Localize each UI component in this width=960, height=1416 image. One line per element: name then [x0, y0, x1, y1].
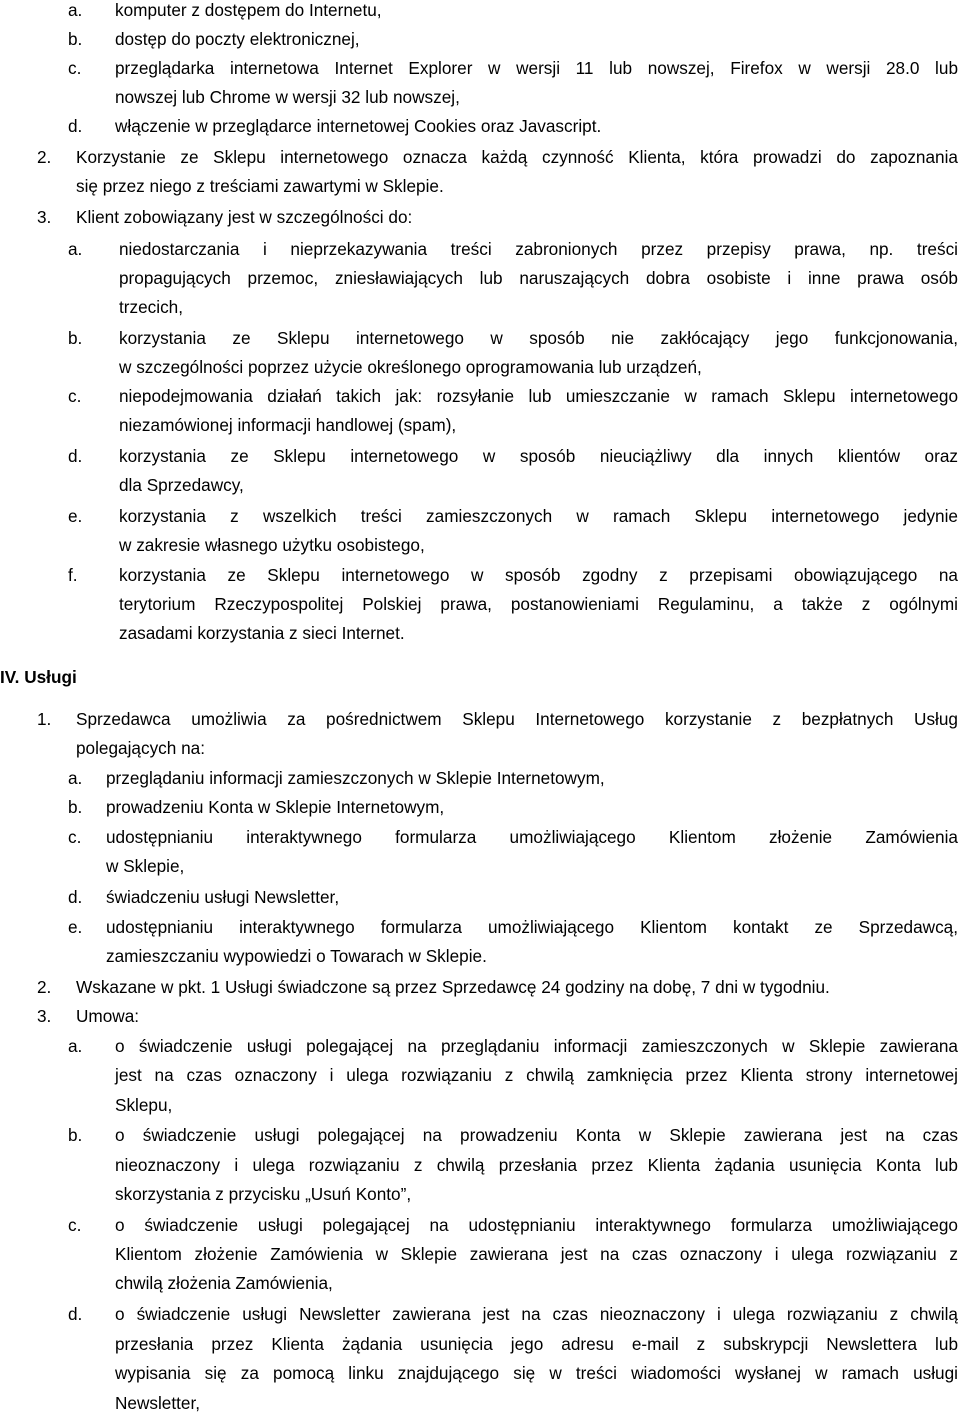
point-text: Wskazane w pkt. 1 Usługi świadczone są przez Sprzedawcę 24 godziny na dobę, 7 dni w tygodniu.: [76, 977, 830, 997]
agreement-item-text: chwilą złożenia Zamówienia,: [115, 1273, 333, 1293]
agreement-item-text: wypisania się za pomocą linku znajdującego się w treści wiadomości wysłanej w ramach usługi: [115, 1363, 958, 1383]
agreement-item-text: o świadczenie usługi polegającej na prowadzeniu Konta w Sklepie zawierana jest na czas: [115, 1125, 958, 1145]
agreement-item-text: o świadczenie usługi polegającej na przeglądaniu informacji zamieszczonych w Sklepie zawierana: [115, 1036, 958, 1056]
agreement-item-text: skorzystania z przycisku „Usuń Konto”,: [115, 1184, 412, 1204]
service-item-text: zamieszczaniu wypowiedzi o Towarach w Sklepie.: [106, 946, 487, 966]
agreement-item-marker: d.: [68, 1304, 83, 1324]
obligation-item-marker: c.: [68, 386, 82, 406]
point-marker: 2.: [37, 977, 52, 997]
obligation-item-text: korzystania ze Sklepu internetowego w sposób nie zakłócający jego funkcjonowania,: [119, 328, 958, 348]
list-top-item-marker: c.: [68, 58, 82, 78]
point-text: Korzystanie ze Sklepu internetowego oznacza każdą czynność Klienta, która prowadzi do zapoznania: [76, 147, 958, 167]
service-item-text: przeglądaniu informacji zamieszczonych w Sklepie Internetowym,: [106, 768, 605, 788]
agreement-item-marker: a.: [68, 1036, 83, 1056]
point-marker: 2.: [37, 147, 52, 167]
point-marker: 1.: [37, 709, 52, 729]
point-text: się przez niego z treściami zawartymi w Sklepie.: [76, 176, 444, 196]
service-item-marker: a.: [68, 768, 83, 788]
point-text: Klient zobowiązany jest w szczególności do:: [76, 207, 413, 227]
agreement-item-text: Sklepu,: [115, 1095, 173, 1115]
service-item-marker: e.: [68, 917, 83, 937]
service-item-marker: b.: [68, 797, 83, 817]
list-top-item-marker: a.: [68, 0, 83, 20]
agreement-item-marker: c.: [68, 1215, 82, 1235]
obligation-item-text: w szczególności poprzez użycie określonego oprogramowania lub urządzeń,: [119, 357, 702, 377]
service-item-text: udostępnianiu interaktywnego formularza umożliwiającego Klientom kontakt ze Sprzedawcą,: [106, 917, 958, 937]
agreement-item-text: przesłania przez Klienta żądania usunięcia jego adresu e-mail z subskrypcji Newslettera lub: [115, 1334, 958, 1354]
obligation-item-text: terytorium Rzeczypospolitej Polskiej prawa, postanowieniami Regulaminu, a także z ogólnymi: [119, 594, 958, 614]
service-item-text: prowadzeniu Konta w Sklepie Internetowym,: [106, 797, 445, 817]
point-marker: 3.: [37, 207, 52, 227]
list-top-item-text: włączenie w przeglądarce internetowej Cookies oraz Javascript.: [115, 116, 602, 136]
obligation-item-text: trzecich,: [119, 297, 183, 317]
agreement-item-text: Newsletter,: [115, 1393, 201, 1413]
point-text: polegających na:: [76, 738, 205, 758]
obligation-item-text: dla Sprzedawcy,: [119, 475, 244, 495]
service-item-marker: d.: [68, 887, 83, 907]
list-top-item-marker: b.: [68, 29, 83, 49]
obligation-item-text: zasadami korzystania z sieci Internet.: [119, 623, 405, 643]
obligation-item-text: korzystania ze Sklepu internetowego w sposób nieuciążliwy dla innych klientów oraz: [119, 446, 958, 466]
agreement-item-text: jest na czas oznaczony i ulega rozwiązaniu z chwilą zamknięcia przez Klienta strony internetowej: [115, 1065, 958, 1085]
obligation-item-marker: e.: [68, 506, 83, 526]
obligation-item-text: korzystania z wszelkich treści zamieszczonych w ramach Sklepu internetowego jedynie: [119, 506, 958, 526]
service-item-text: udostępnianiu interaktywnego formularza umożliwiającego Klientom złożenie Zamówienia: [106, 827, 958, 847]
service-item-marker: c.: [68, 827, 82, 847]
point-text: Sprzedawca umożliwia za pośrednictwem Sklepu Internetowego korzystanie z bezpłatnych Usług: [76, 709, 958, 729]
obligation-item-text: niezamówionej informacji handlowej (spam),: [119, 415, 457, 435]
agreement-item-text: o świadczenie usługi polegającej na udostępnianiu interaktywnego formularza umożliwiającego: [115, 1215, 958, 1235]
agreement-item-marker: b.: [68, 1125, 83, 1145]
agreement-item-text: nieoznaczony i ulega rozwiązaniu z chwilą przesłania przez Klienta żądania usunięcia Konta lub: [115, 1155, 958, 1175]
obligation-item-text: w zakresie własnego użytku osobistego,: [119, 535, 425, 555]
list-top-item-text: komputer z dostępem do Internetu,: [115, 0, 382, 20]
list-top-item-marker: d.: [68, 116, 83, 136]
list-top-item-text: przeglądarka internetowa Internet Explorer w wersji 11 lub nowszej, Firefox w wersji 28.0 lub: [115, 58, 958, 78]
point-marker: 3.: [37, 1006, 52, 1026]
obligation-item-text: niepodejmowania działań takich jak: rozsyłanie lub umieszczanie w ramach Sklepu internetowego: [119, 386, 958, 406]
service-item-text: świadczeniu usługi Newsletter,: [106, 887, 340, 907]
list-top-item-text: nowszej lub Chrome w wersji 32 lub nowszej,: [115, 87, 460, 107]
obligation-item-text: niedostarczania i nieprzekazywania treści zabronionych przez przepisy prawa, np. treści: [119, 239, 958, 259]
obligation-item-marker: a.: [68, 239, 83, 259]
list-top-item-text: dostęp do poczty elektronicznej,: [115, 29, 360, 49]
point-text: Umowa:: [76, 1006, 140, 1026]
obligation-item-text: korzystania ze Sklepu internetowego w sposób zgodny z przepisami obowiązującego na: [119, 565, 958, 585]
service-item-text: w Sklepie,: [106, 856, 185, 876]
section-heading: IV. Usługi: [0, 667, 77, 687]
obligation-item-text: propagujących przemoc, zniesławiających lub naruszających dobra osobiste i inne prawa osób: [119, 268, 958, 288]
obligation-item-marker: b.: [68, 328, 83, 348]
agreement-item-text: Klientom złożenie Zamówienia w Sklepie zawierana jest na czas oznaczony i ulega rozwiązaniu z: [115, 1244, 958, 1264]
obligation-item-marker: d.: [68, 446, 83, 466]
agreement-item-text: o świadczenie usługi Newsletter zawierana jest na czas nieoznaczony i ulega rozwiązaniu z chwilą: [115, 1304, 958, 1324]
obligation-item-marker: f.: [68, 565, 78, 585]
